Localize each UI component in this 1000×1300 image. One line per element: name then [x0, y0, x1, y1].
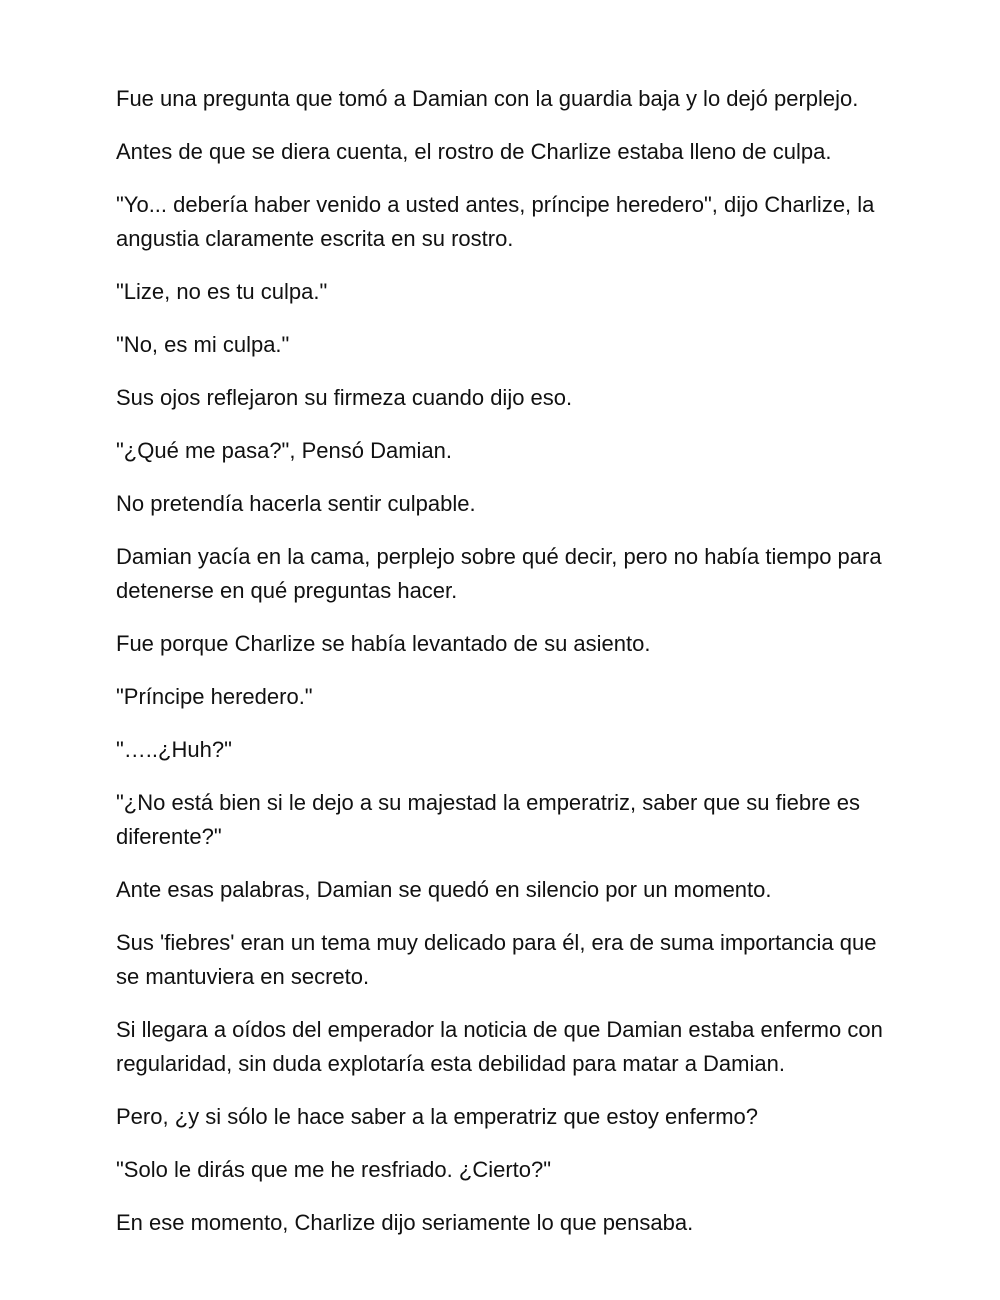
paragraph-13: "¿No está bien si le dejo a su majestad la emperatriz, saber que su fiebre es diferente?" [116, 790, 860, 849]
paragraph-18: "Solo le dirás que me he resfriado. ¿Cierto?" [116, 1157, 552, 1182]
paragraph-5: "No, es mi culpa." [116, 332, 290, 357]
paragraph-6: Sus ojos reflejaron su firmeza cuando dijo eso. [116, 385, 573, 410]
paragraph-16: Si llegara a oídos del emperador la noticia de que Damian estaba enfermo con regularidad, sin duda explotaría esta debilidad para matar a Damian. [116, 1017, 883, 1076]
document-page [116, 82, 896, 1259]
paragraph-14: Ante esas palabras, Damian se quedó en silencio por un momento. [116, 877, 772, 902]
paragraph-8: No pretendía hacerla sentir culpable. [116, 491, 476, 516]
paragraph-7: "¿Qué me pasa?", Pensó Damian. [116, 438, 453, 463]
paragraph-1: Fue una pregunta que tomó a Damian con la guardia baja y lo dejó perplejo. [116, 86, 859, 111]
paragraph-15: Sus 'fiebres' eran un tema muy delicado para él, era de suma importancia que se mantuviera en secreto. [116, 930, 877, 989]
paragraph-19: En ese momento, Charlize dijo seriamente lo que pensaba. [116, 1210, 694, 1235]
paragraph-10: Fue porque Charlize se había levantado de su asiento. [116, 631, 651, 656]
paragraph-9: Damian yacía en la cama, perplejo sobre qué decir, pero no había tiempo para detenerse en qué preguntas hacer. [116, 544, 882, 603]
paragraph-2: Antes de que se diera cuenta, el rostro de Charlize estaba lleno de culpa. [116, 139, 832, 164]
paragraph-12: "…..¿Huh?" [116, 737, 232, 762]
paragraph-3: "Yo... debería haber venido a usted antes, príncipe heredero", dijo Charlize, la angustia claramente escrita en su rostro. [116, 192, 875, 251]
paragraph-17: Pero, ¿y si sólo le hace saber a la emperatriz que estoy enfermo? [116, 1104, 758, 1129]
paragraph-11: "Príncipe heredero." [116, 684, 313, 709]
paragraph-4: "Lize, no es tu culpa." [116, 279, 328, 304]
